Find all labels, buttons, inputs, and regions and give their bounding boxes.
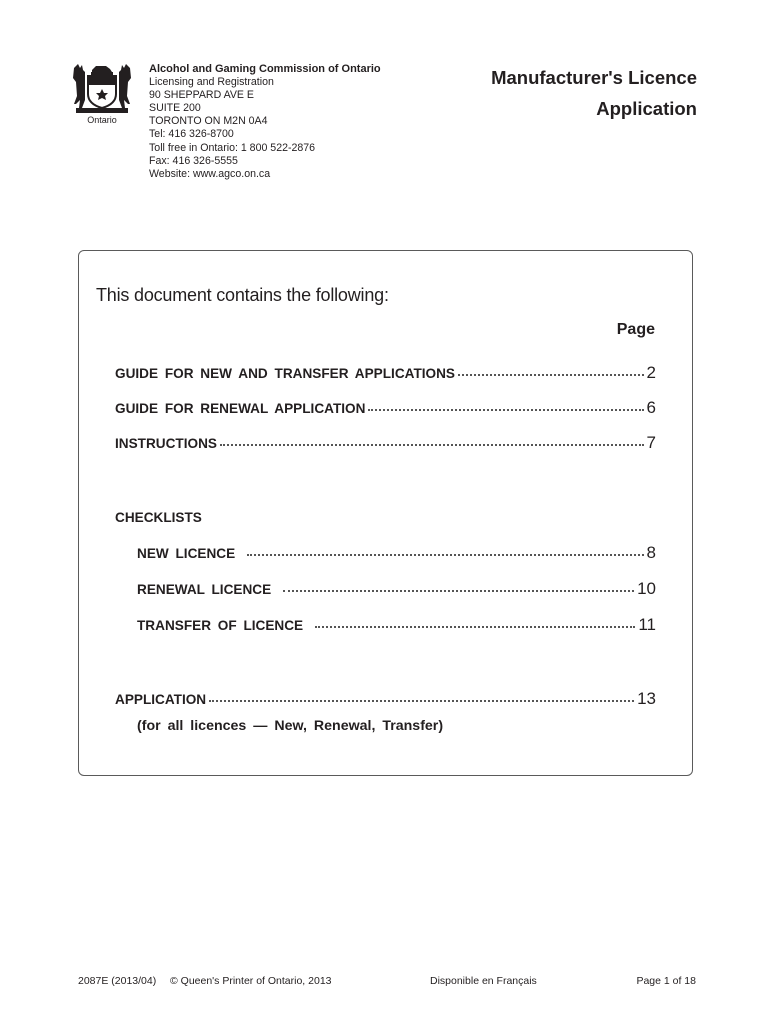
toc-entry-renewal-licence[interactable]	[137, 579, 656, 599]
toc-entry-guide-renewal[interactable]	[115, 398, 656, 418]
fax: Fax: 416 326-5555	[149, 154, 238, 167]
toc-entry-page: 13	[637, 689, 656, 708]
toc-entry-label: NEW LICENCE	[137, 546, 236, 561]
page-number: Page 1 of 18	[636, 975, 696, 987]
form-number: 2087E (2013/04)	[78, 975, 157, 987]
toc-entry-page: 8	[646, 543, 656, 562]
logo-caption: Ontario	[87, 115, 117, 125]
french-availability: Disponible en Français	[430, 975, 537, 987]
toc-entry-page: 6	[646, 398, 656, 417]
title-line-1: Manufacturer's Licence	[491, 67, 697, 88]
agency-name: Alcohol and Gaming Commission of Ontario	[149, 63, 381, 75]
title-line-2: Application	[596, 98, 697, 119]
dot-leader	[283, 590, 634, 592]
toc-entry-label: TRANSFER OF LICENCE	[137, 618, 304, 633]
toc-page-column-header: Page	[616, 321, 655, 338]
dot-leader	[209, 700, 634, 702]
toc-entry-page: 11	[638, 615, 656, 634]
website: Website: www.agco.on.ca	[149, 167, 271, 180]
dot-leader	[247, 554, 643, 556]
dot-leader	[315, 626, 635, 628]
toc-entry-page: 2	[646, 363, 656, 382]
dot-leader	[368, 409, 643, 411]
address-suite: SUITE 200	[149, 102, 201, 115]
toll-free: Toll free in Ontario: 1 800 522-2876	[149, 141, 316, 154]
telephone: Tel: 416 326-8700	[149, 128, 234, 141]
toc-entry-instructions[interactable]	[115, 433, 656, 453]
toc-entry-guide-new-transfer[interactable]	[115, 363, 656, 383]
toc-heading: This document contains the following:	[96, 285, 389, 305]
address-city: TORONTO ON M2N 0A4	[149, 115, 268, 128]
toc-entry-new-licence[interactable]	[137, 543, 656, 563]
toc-entry-application[interactable]	[115, 689, 656, 709]
ontario-coat-of-arms-icon	[70, 60, 134, 114]
toc-entry-transfer-of-licence[interactable]	[137, 615, 656, 635]
ontario-logo	[70, 60, 134, 125]
dot-leader	[220, 444, 644, 446]
toc-entry-label: GUIDE FOR NEW AND TRANSFER APPLICATIONS	[115, 366, 455, 381]
copyright: © Queen's Printer of Ontario, 2013	[170, 975, 332, 987]
application-note: (for all licences — New, Renewal, Transfer)	[137, 718, 444, 734]
agency-division: Licensing and Registration	[149, 76, 274, 89]
dot-leader	[458, 374, 644, 376]
toc-entry-page: 10	[637, 579, 656, 598]
toc-entry-label: INSTRUCTIONS	[115, 436, 217, 451]
toc-entry-label: GUIDE FOR RENEWAL APPLICATION	[115, 401, 366, 416]
toc-entry-label: APPLICATION	[115, 692, 207, 707]
toc-entry-label: RENEWAL LICENCE	[137, 582, 272, 597]
address-street: 90 SHEPPARD AVE E	[149, 89, 254, 102]
checklists-heading: CHECKLISTS	[115, 510, 202, 525]
toc-entry-page: 7	[646, 433, 656, 452]
document-title	[491, 62, 697, 124]
agency-address-block	[149, 63, 381, 181]
